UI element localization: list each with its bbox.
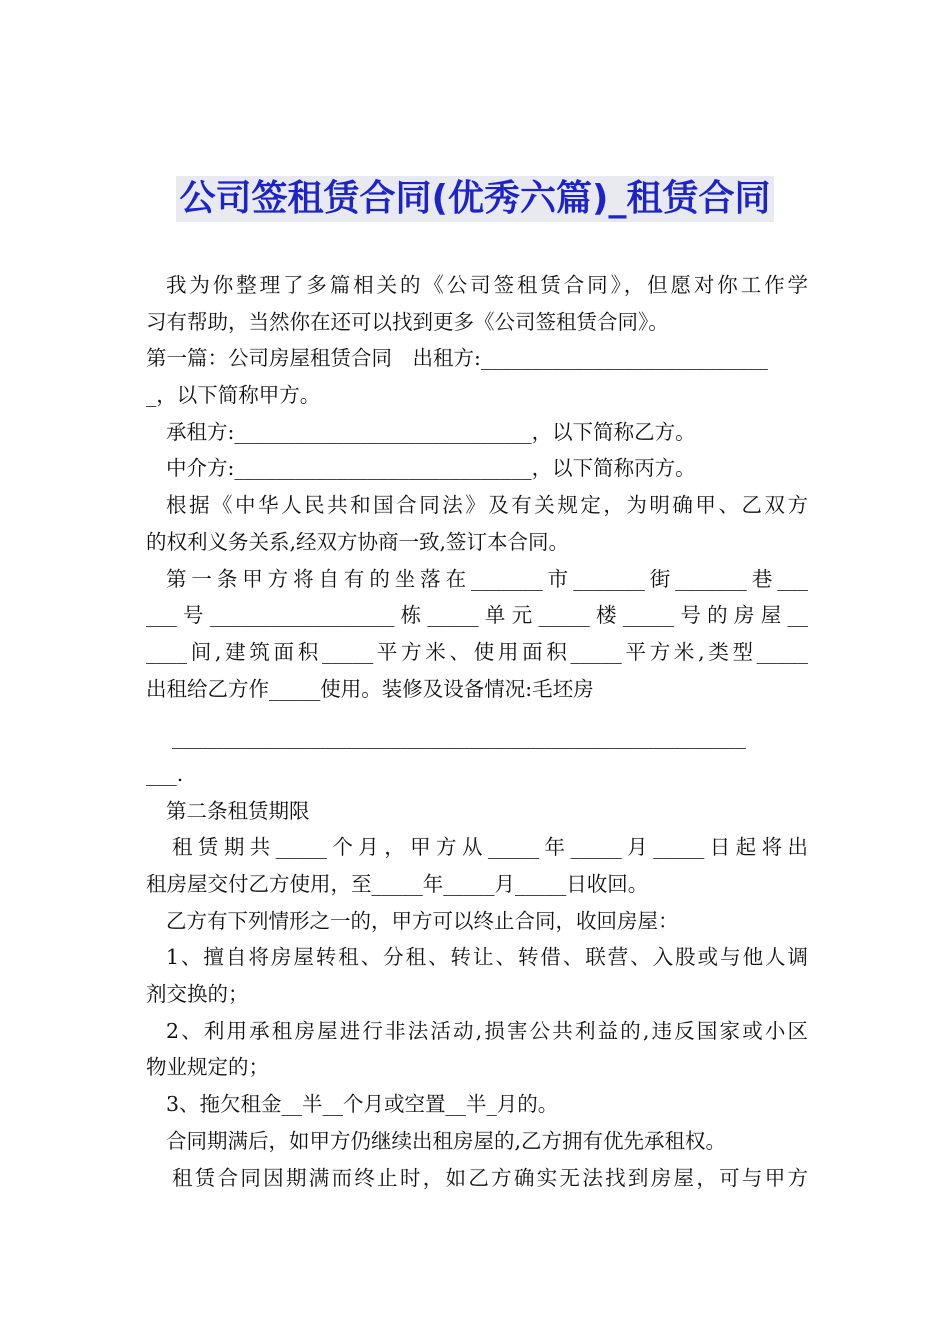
clause-3-line: 3、拖欠租金__半__个月或空置__半_月的。 — [166, 1092, 559, 1117]
tenant-line: 承租方:_____________________________，以下简称乙方。 — [166, 419, 696, 444]
renewal-line: 合同期满后，如甲方仍继续出租房屋的,乙方拥有优先承租权。 — [166, 1128, 727, 1153]
party-a-suffix: _，以下简称甲方。 — [146, 383, 321, 408]
term-line-1: 租赁期共_____个月，甲方从_____年_____月_____日起将出 — [172, 835, 808, 860]
fitout-blank-end: ___. — [146, 761, 184, 786]
clause-1-line-1: 1、擅自将房屋转租、分租、转让、转借、联营、入股或与他人调 — [166, 945, 808, 970]
clause-2-line-2: 物业规定的； — [146, 1055, 269, 1080]
chapter-one-heading: 第一篇：公司房屋租赁合同 出租方:____________________________ — [146, 346, 768, 371]
fitout-blank-line: ________________________________________________________ — [172, 725, 746, 750]
basis-line-2: 的权利义务关系,经双方协商一致,签订本合同。 — [146, 529, 570, 554]
term-line-2: 租房屋交付乙方使用，至_____年_____月_____日收回。 — [146, 872, 649, 896]
agent-line: 中介方:_____________________________，以下简称丙方。 — [166, 456, 696, 481]
article-one-line-1: 第一条甲方将自有的坐落在_______市_______街_______巷___ — [166, 566, 808, 591]
clause-1-line-2: 剂交换的； — [146, 982, 249, 1007]
clause-2-line-1: 2、利用承租房屋进行非法活动,损害公共利益的,违反国家或小区 — [166, 1018, 808, 1043]
expiry-line: 租赁合同因期满而终止时，如乙方确实无法找到房屋，可与甲方 — [172, 1165, 808, 1190]
article-one-line-3: ____间,建筑面积_____平方米、使用面积_____平方米,类型_____ — [146, 639, 808, 664]
article-one-line-2: ___号__________________栋_____单元_____楼_____号的房屋__ — [146, 603, 808, 628]
article-one-line-4: 出租给乙方作_____使用。装修及设备情况:毛坯房 — [146, 676, 594, 701]
document-body — [146, 267, 808, 1196]
basis-line-1: 根据《中华人民共和国合同法》及有关规定，为明确甲、乙双方 — [166, 493, 808, 518]
termination-intro: 乙方有下列情形之一的，甲方可以终止合同，收回房屋： — [166, 908, 679, 933]
intro-line-1: 我为你整理了多篇相关的《公司签租赁合同》，但愿对你工作学 — [166, 273, 808, 297]
article-two-heading: 第二条租赁期限 — [166, 798, 310, 823]
intro-line-2: 习有帮助，当然你在还可以找到更多《公司签租赁合同》。 — [146, 309, 669, 334]
title-container — [0, 176, 950, 222]
document-title: 公司签租赁合同(优秀六篇)_租赁合同 — [176, 176, 775, 222]
